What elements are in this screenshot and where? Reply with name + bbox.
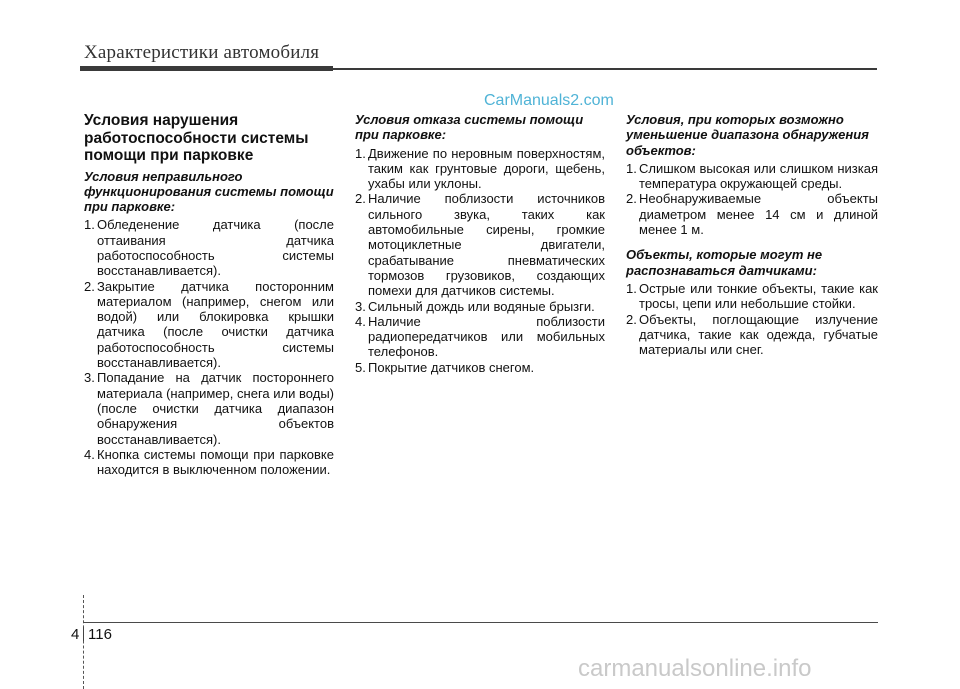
item-text: Объекты, поглощающие излучение датчика, такие как одежда, губчатые материалы или снег.: [639, 311, 878, 358]
list-item: [84, 279, 334, 371]
list-item: [355, 299, 605, 314]
column-middle: [355, 112, 605, 375]
item-text: Слишком высокая или слишком низкая температура окружающей среды.: [639, 160, 878, 192]
list-item: [84, 447, 334, 478]
item-number: 1.: [626, 160, 637, 176]
item-number: 4.: [84, 446, 95, 462]
item-number: 1.: [626, 280, 637, 296]
watermark-bottom: carmanualsonline.info: [578, 655, 812, 682]
list-item: [626, 161, 878, 192]
item-text: Попадание на датчик постороннего материала (например, снега или воды) (после очистки датчика диапазон обнаружения объектов восстанавливается).: [97, 370, 334, 447]
item-number: 3.: [84, 370, 95, 386]
item-text: Движение по неровным поверхностям, таким как грунтовые дороги, щебень, ухабы или уклоны.: [368, 145, 605, 192]
item-text: Закрытие датчика посторонним материалом (например, снегом или водой) или блокировка крышки датчика (после очистки датчика работоспособность системы восстанавливается).: [97, 278, 334, 371]
item-number: 3.: [355, 298, 366, 314]
item-text: Кнопка системы помощи при парковке находится в выключенном положении.: [97, 446, 334, 478]
footer-page-divider: [83, 627, 84, 641]
page-number: 116: [88, 626, 112, 643]
column-left: [84, 112, 334, 477]
undetectable-objects-heading: Объекты, которые могут не распознаваться датчиками:: [626, 247, 823, 278]
list-item: [626, 281, 878, 312]
footer-rule: [83, 622, 878, 623]
item-number: 2.: [626, 311, 637, 327]
list-item: [626, 312, 878, 358]
undetectable-objects-list: [626, 281, 878, 357]
item-text: Необнаруживаемые объекты диаметром менее 14 см и длиной менее 1 м.: [639, 191, 878, 238]
item-number: 2.: [626, 191, 637, 207]
list-item: [626, 191, 878, 237]
column-right: [626, 112, 878, 357]
item-text: Сильный дождь или водяные брызги.: [368, 298, 595, 314]
item-text: Обледенение датчика (после оттаивания датчика работоспособность системы восстанавливается).: [97, 217, 334, 279]
list-item: [355, 314, 605, 360]
list-item: [84, 217, 334, 278]
page-header-title: Характеристики автомобиля: [84, 42, 320, 63]
list-item: [355, 360, 605, 375]
failure-conditions-heading: Условия отказа системы помощи при парковке:: [355, 112, 584, 143]
item-text: Наличие поблизости радиопередатчиков или мобильных телефонов.: [368, 313, 605, 360]
item-number: 1.: [355, 145, 366, 161]
item-text: Наличие поблизости источников сильного звука, таких как автомобильные сирены, громкие мотоциклетные двигатели, срабатывание пневматических тормозов грузовиков, создающих помехи для датчиков системы.: [368, 191, 605, 299]
item-text: Острые или тонкие объекты, такие как тросы, цепи или небольшие стойки.: [639, 280, 878, 312]
list-item: [84, 370, 334, 446]
range-reduction-heading: Условия, при которых возможно уменьшение диапазона обнаружения объектов:: [626, 112, 869, 158]
item-number: 5.: [355, 359, 366, 375]
list-item: [355, 146, 605, 192]
header-rule-thin: [333, 68, 877, 70]
item-text: Покрытие датчиков снегом.: [368, 359, 535, 375]
section-heading: Условия нарушения работоспособности системы помощи при парковке: [84, 112, 309, 164]
item-number: 2.: [84, 278, 95, 294]
footer-crop-mark: [83, 595, 84, 689]
list-item: [355, 191, 605, 298]
range-reduction-list: [626, 161, 878, 237]
header-rule-thick: [80, 66, 333, 71]
watermark-top: CarManuals2.com: [484, 92, 614, 109]
malfunction-conditions-heading: Условия неправильного функционирования системы помощи при парковке:: [84, 168, 334, 215]
section-number: 4: [71, 626, 80, 643]
malfunction-conditions-list: [84, 217, 334, 477]
item-number: 2.: [355, 191, 366, 207]
failure-conditions-list: [355, 146, 605, 375]
item-number: 4.: [355, 313, 366, 329]
item-number: 1.: [84, 217, 95, 233]
